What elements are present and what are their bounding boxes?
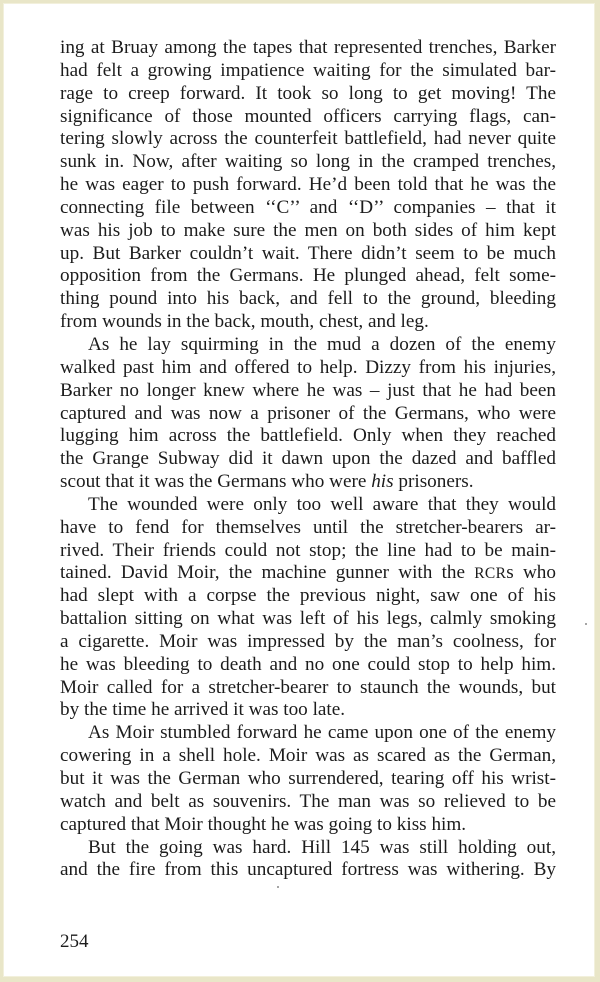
- text-line: he was bleeding to death and no one could stop to help him.: [60, 653, 556, 675]
- text-line: a cigarette. Moir was impressed by the man’s coolness, for: [60, 630, 556, 652]
- text-line: significance of those mounted officers carrying flags, can-: [60, 105, 556, 127]
- text-line: and the fire from this uncaptured fortress was withering. By: [60, 859, 556, 881]
- text-line: walked past him and offered to help. Dizzy from his injuries,: [60, 356, 556, 378]
- text-line: was his job to make sure the men on both sides of him kept: [60, 219, 556, 241]
- text-line: The wounded were only too well aware that they would: [88, 493, 556, 515]
- book-page: [3, 3, 595, 977]
- text-line: But the going was hard. Hill 145 was still holding out,: [88, 836, 556, 858]
- text-line: captured and was now a prisoner of the Germans, who were: [60, 402, 556, 424]
- text-line: up. But Barker couldn’t wait. There didn’t seem to be much: [60, 242, 556, 264]
- text-line: have to fend for themselves until the stretcher-bearers ar-: [60, 516, 556, 538]
- text-line: the Grange Subway did it dawn upon the dazed and baffled: [60, 448, 556, 470]
- text-line: rived. Their friends could not stop; the line had to be main-: [60, 539, 556, 561]
- text-line: lugging him across the battlefield. Only when they reached: [60, 425, 556, 447]
- text-line: rage to creep forward. It took so long to get moving! The: [60, 82, 556, 104]
- text-line: had felt a growing impatience waiting for the simulated bar-: [60, 59, 556, 81]
- text-line: battalion sitting on what was left of his legs, calmly smoking: [60, 608, 556, 630]
- text-line: ing at Bruay among the tapes that represented trenches, Barker: [60, 37, 556, 58]
- text-line: but it was the German who surrendered, tearing off his wrist-: [60, 768, 556, 789]
- print-speck: [585, 623, 587, 625]
- text-line: thing pound into his back, and fell to the ground, bleeding: [60, 288, 556, 310]
- text-line: from wounds in the back, mouth, chest, and leg.: [60, 311, 429, 333]
- print-speck: [277, 886, 279, 888]
- text-line: Moir called for a stretcher-bearer to staunch the wounds, but: [60, 676, 556, 698]
- page-number: 254: [60, 931, 89, 952]
- text-line: tering slowly across the counterfeit battlefield, had never quite: [60, 128, 556, 150]
- text-line: Barker no longer knew where he was – just that he had been: [60, 379, 556, 401]
- text-line: As he lay squirming in the mud a dozen of the enemy: [88, 333, 556, 355]
- text-line: had slept with a corpse the previous night, saw one of his: [60, 585, 556, 607]
- text-line: cowering in a shell hole. Moir was as scared as the German,: [60, 745, 556, 767]
- text-line: sunk in. Now, after waiting so long in the cramped trenches,: [60, 151, 556, 173]
- text-line: by the time he arrived it was too late.: [60, 699, 346, 721]
- text-line: he was eager to push forward. He’d been told that he was the: [60, 174, 556, 196]
- body-text: [60, 37, 556, 882]
- text-line: tained. David Moir, the machine gunner with the RCRs who: [60, 562, 556, 584]
- text-line: connecting file between ‘‘C’’ and ‘‘D’’ companies – that it: [60, 196, 556, 218]
- text-line: captured that Moir thought he was going to kiss him.: [60, 813, 467, 835]
- text-line: opposition from the Germans. He plunged ahead, felt some-: [60, 265, 556, 287]
- text-line: scout that it was the Germans who were his prisoners.: [60, 471, 474, 493]
- text-line: As Moir stumbled forward he came upon one of the enemy: [88, 722, 556, 744]
- text-line: watch and belt as souvenirs. The man was so relieved to be: [60, 790, 556, 812]
